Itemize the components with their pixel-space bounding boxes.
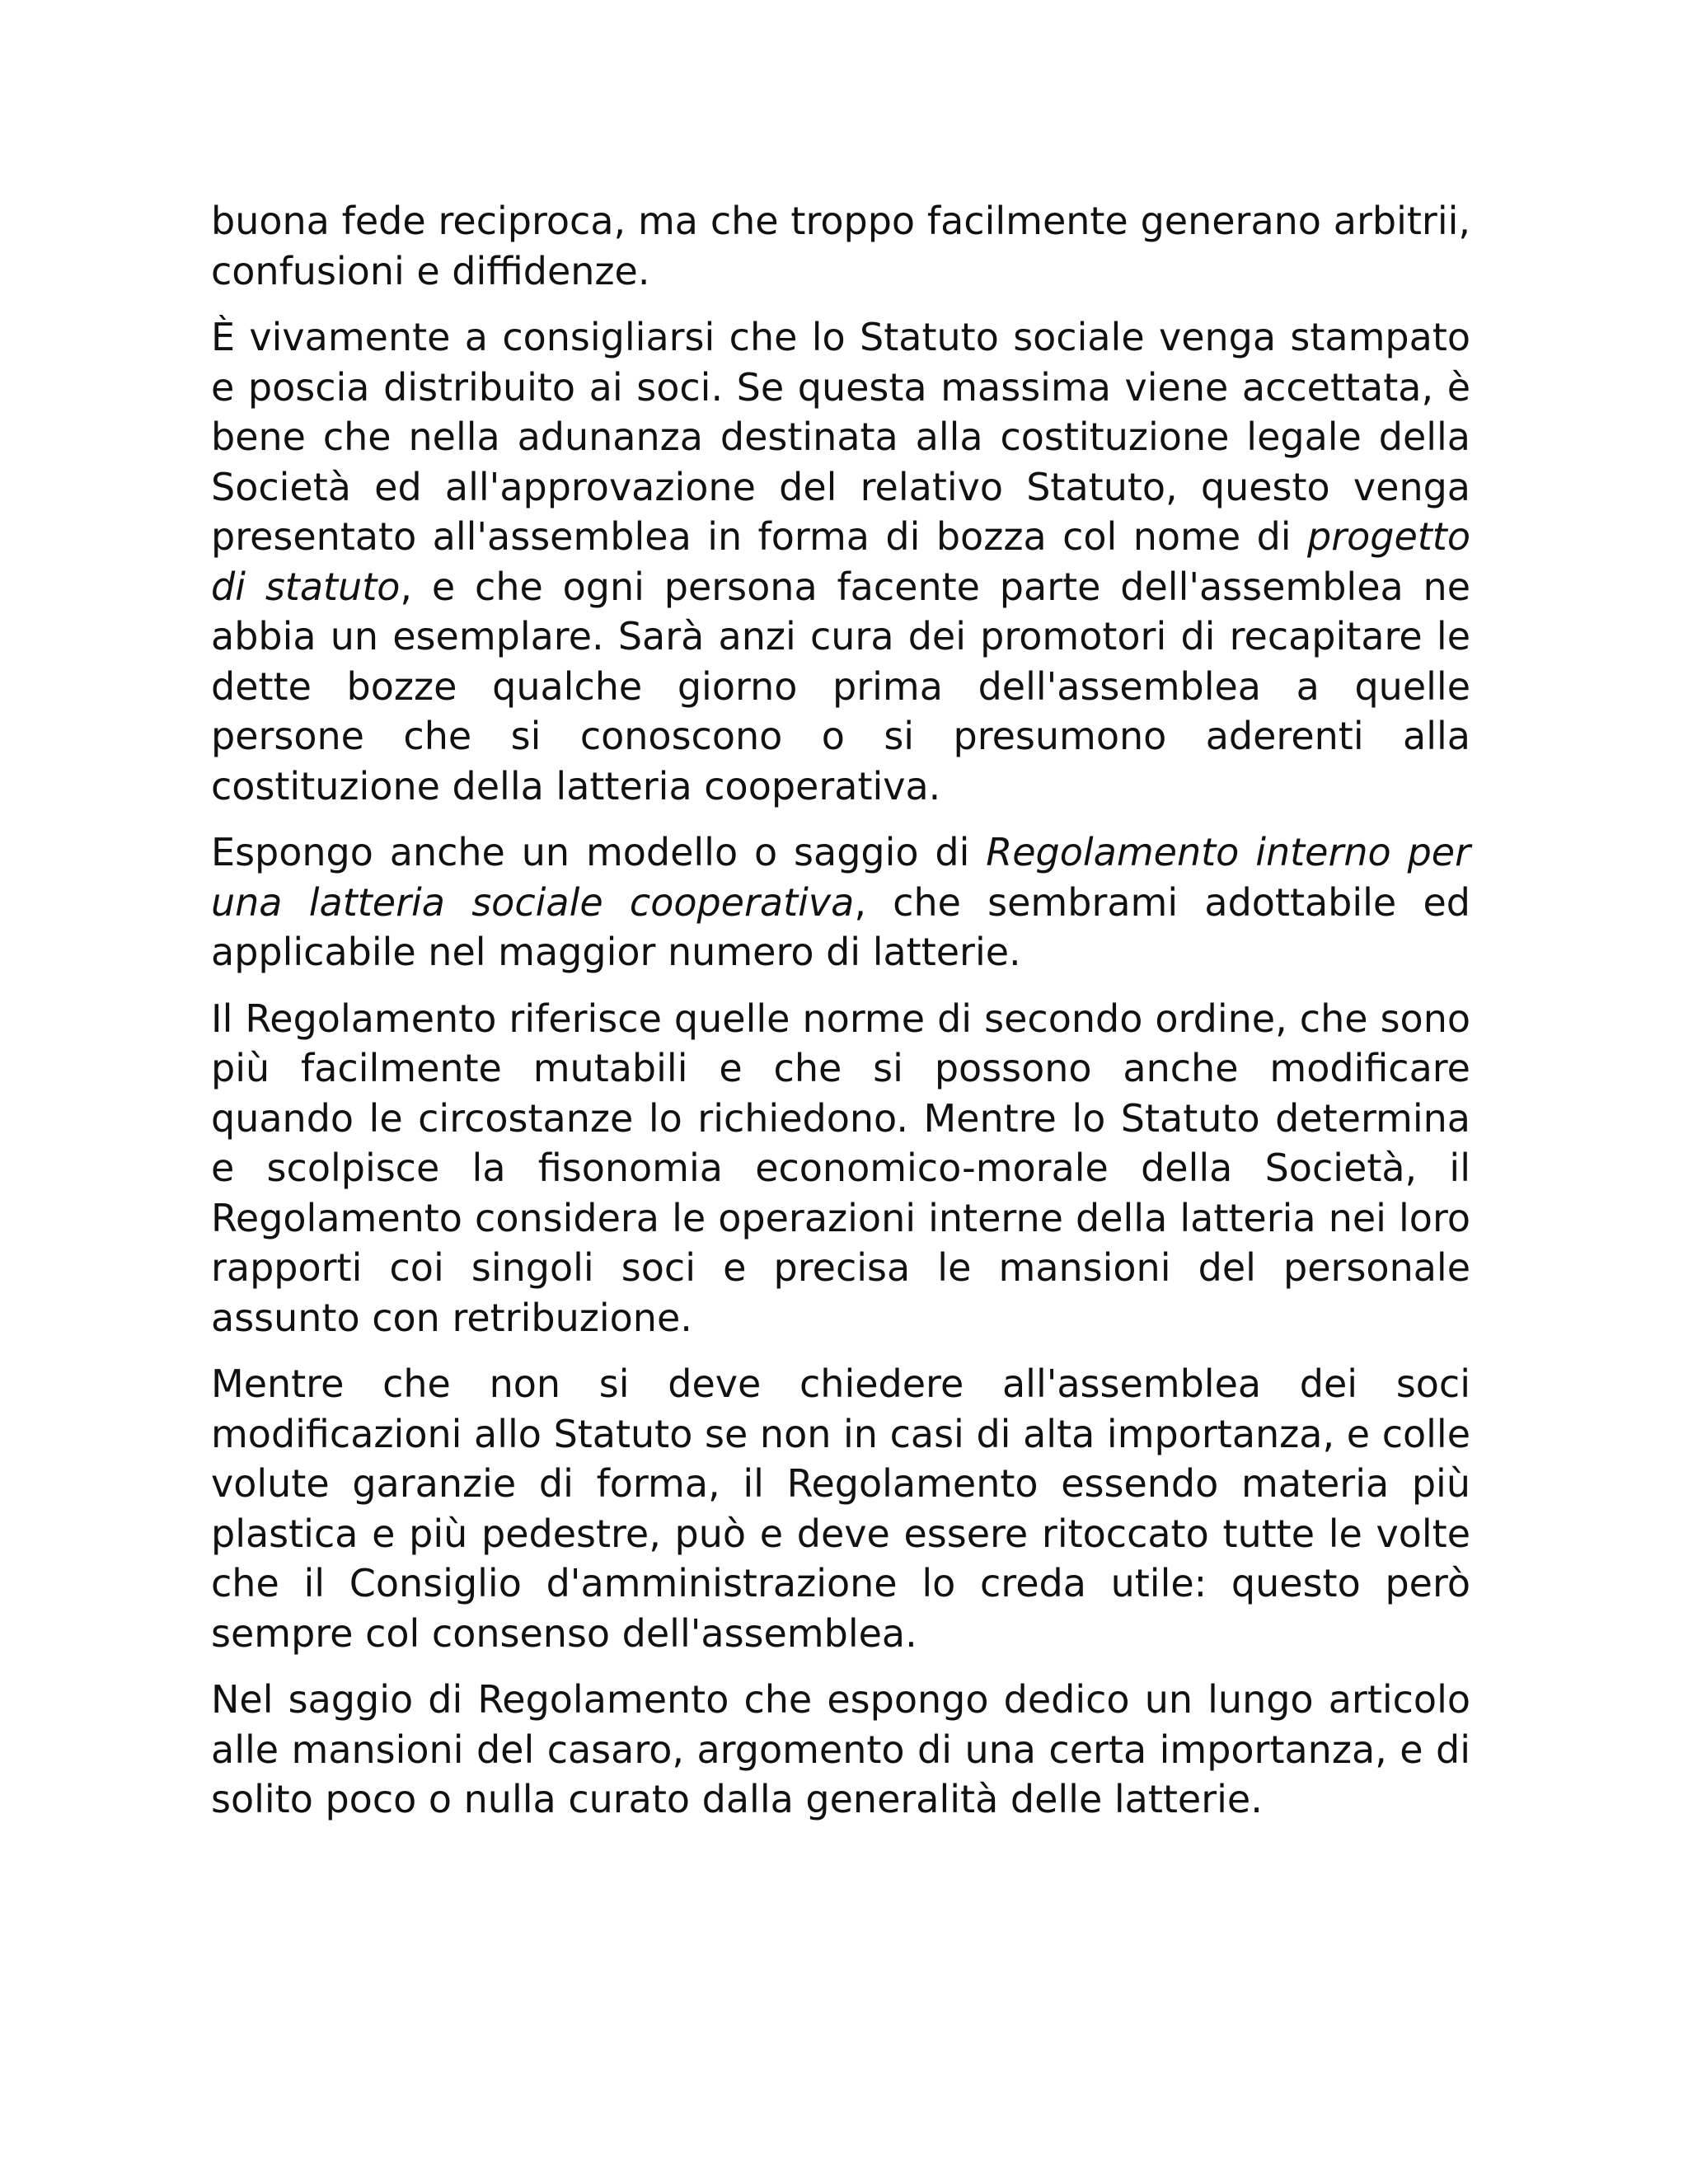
paragraph-3-text-b: , che sembrami adottabile ed applicabile nel maggior numero di latterie. [211, 879, 1470, 974]
paragraph-5-text: Mentre che non si deve chiedere all'assemblea dei soci modificazioni allo Statuto se non in casi di alta importanza, e colle volute garanzie di forma, il Regolamento essendo materia più plastica e più pedestre, può e deve essere ritoccato tutte le volte che il Consiglio d'amministrazione lo creda utile: questo però sempre col consenso dell'assemblea. [211, 1361, 1470, 1656]
paragraph-1 [211, 196, 1470, 296]
paragraph-3-italic-title: Regolamento interno per una latteria sociale cooperativa [211, 830, 1470, 925]
paragraph-5 [211, 1359, 1470, 1658]
paragraph-3-text-a: Espongo anche un modello o saggio di [211, 830, 987, 874]
paragraph-2 [211, 312, 1470, 811]
paragraph-4-text: Il Regolamento riferisce quelle norme di secondo ordine, che sono più facilmente mutabili e che si possono anche modificare quando le circostanze lo richiedono. Mentre lo Statuto determina e scolpisce la fisonomia economico-morale della Società, il Regolamento considera le operazioni interne della latteria nei loro rapporti coi singoli soci e precisa le mansioni del personale assunto con retribuzione. [211, 996, 1470, 1340]
paragraph-6-text: Nel saggio di Regolamento che espongo dedico un lungo articolo alle mansioni del casaro, argomento di una certa importanza, e di solito poco o nulla curato dalla generalità delle latterie. [211, 1677, 1470, 1821]
paragraph-4 [211, 994, 1470, 1343]
paragraph-1-text: buona fede reciproca, ma che troppo facilmente generano arbitrii, confusioni e diffidenze. [211, 199, 1470, 293]
paragraph-6 [211, 1675, 1470, 1825]
paragraph-2-text-a: È vivamente a consigliarsi che lo Statuto sociale venga stampato e poscia distribuito ai soci. Se questa massima viene accettata, è bene che nella adunanza destinata alla costituzione legale della Società ed all'approvazione del relativo Statuto, questo venga presentato all'assemblea in forma di bozza col nome di [211, 315, 1470, 559]
paragraph-2-text-b: , e che ogni persona facente parte dell'assemblea ne abbia un esemplare. Sarà anzi cura dei promotori di recapitare le dette bozze qualche giorno prima dell'assemblea a quelle persone che si conoscono o si presumono aderenti alla costituzione della latteria cooperativa. [211, 564, 1471, 808]
body-text [211, 196, 1470, 1841]
paragraph-3 [211, 827, 1470, 977]
paragraph-2-italic-title: progetto di statuto [211, 514, 1470, 609]
